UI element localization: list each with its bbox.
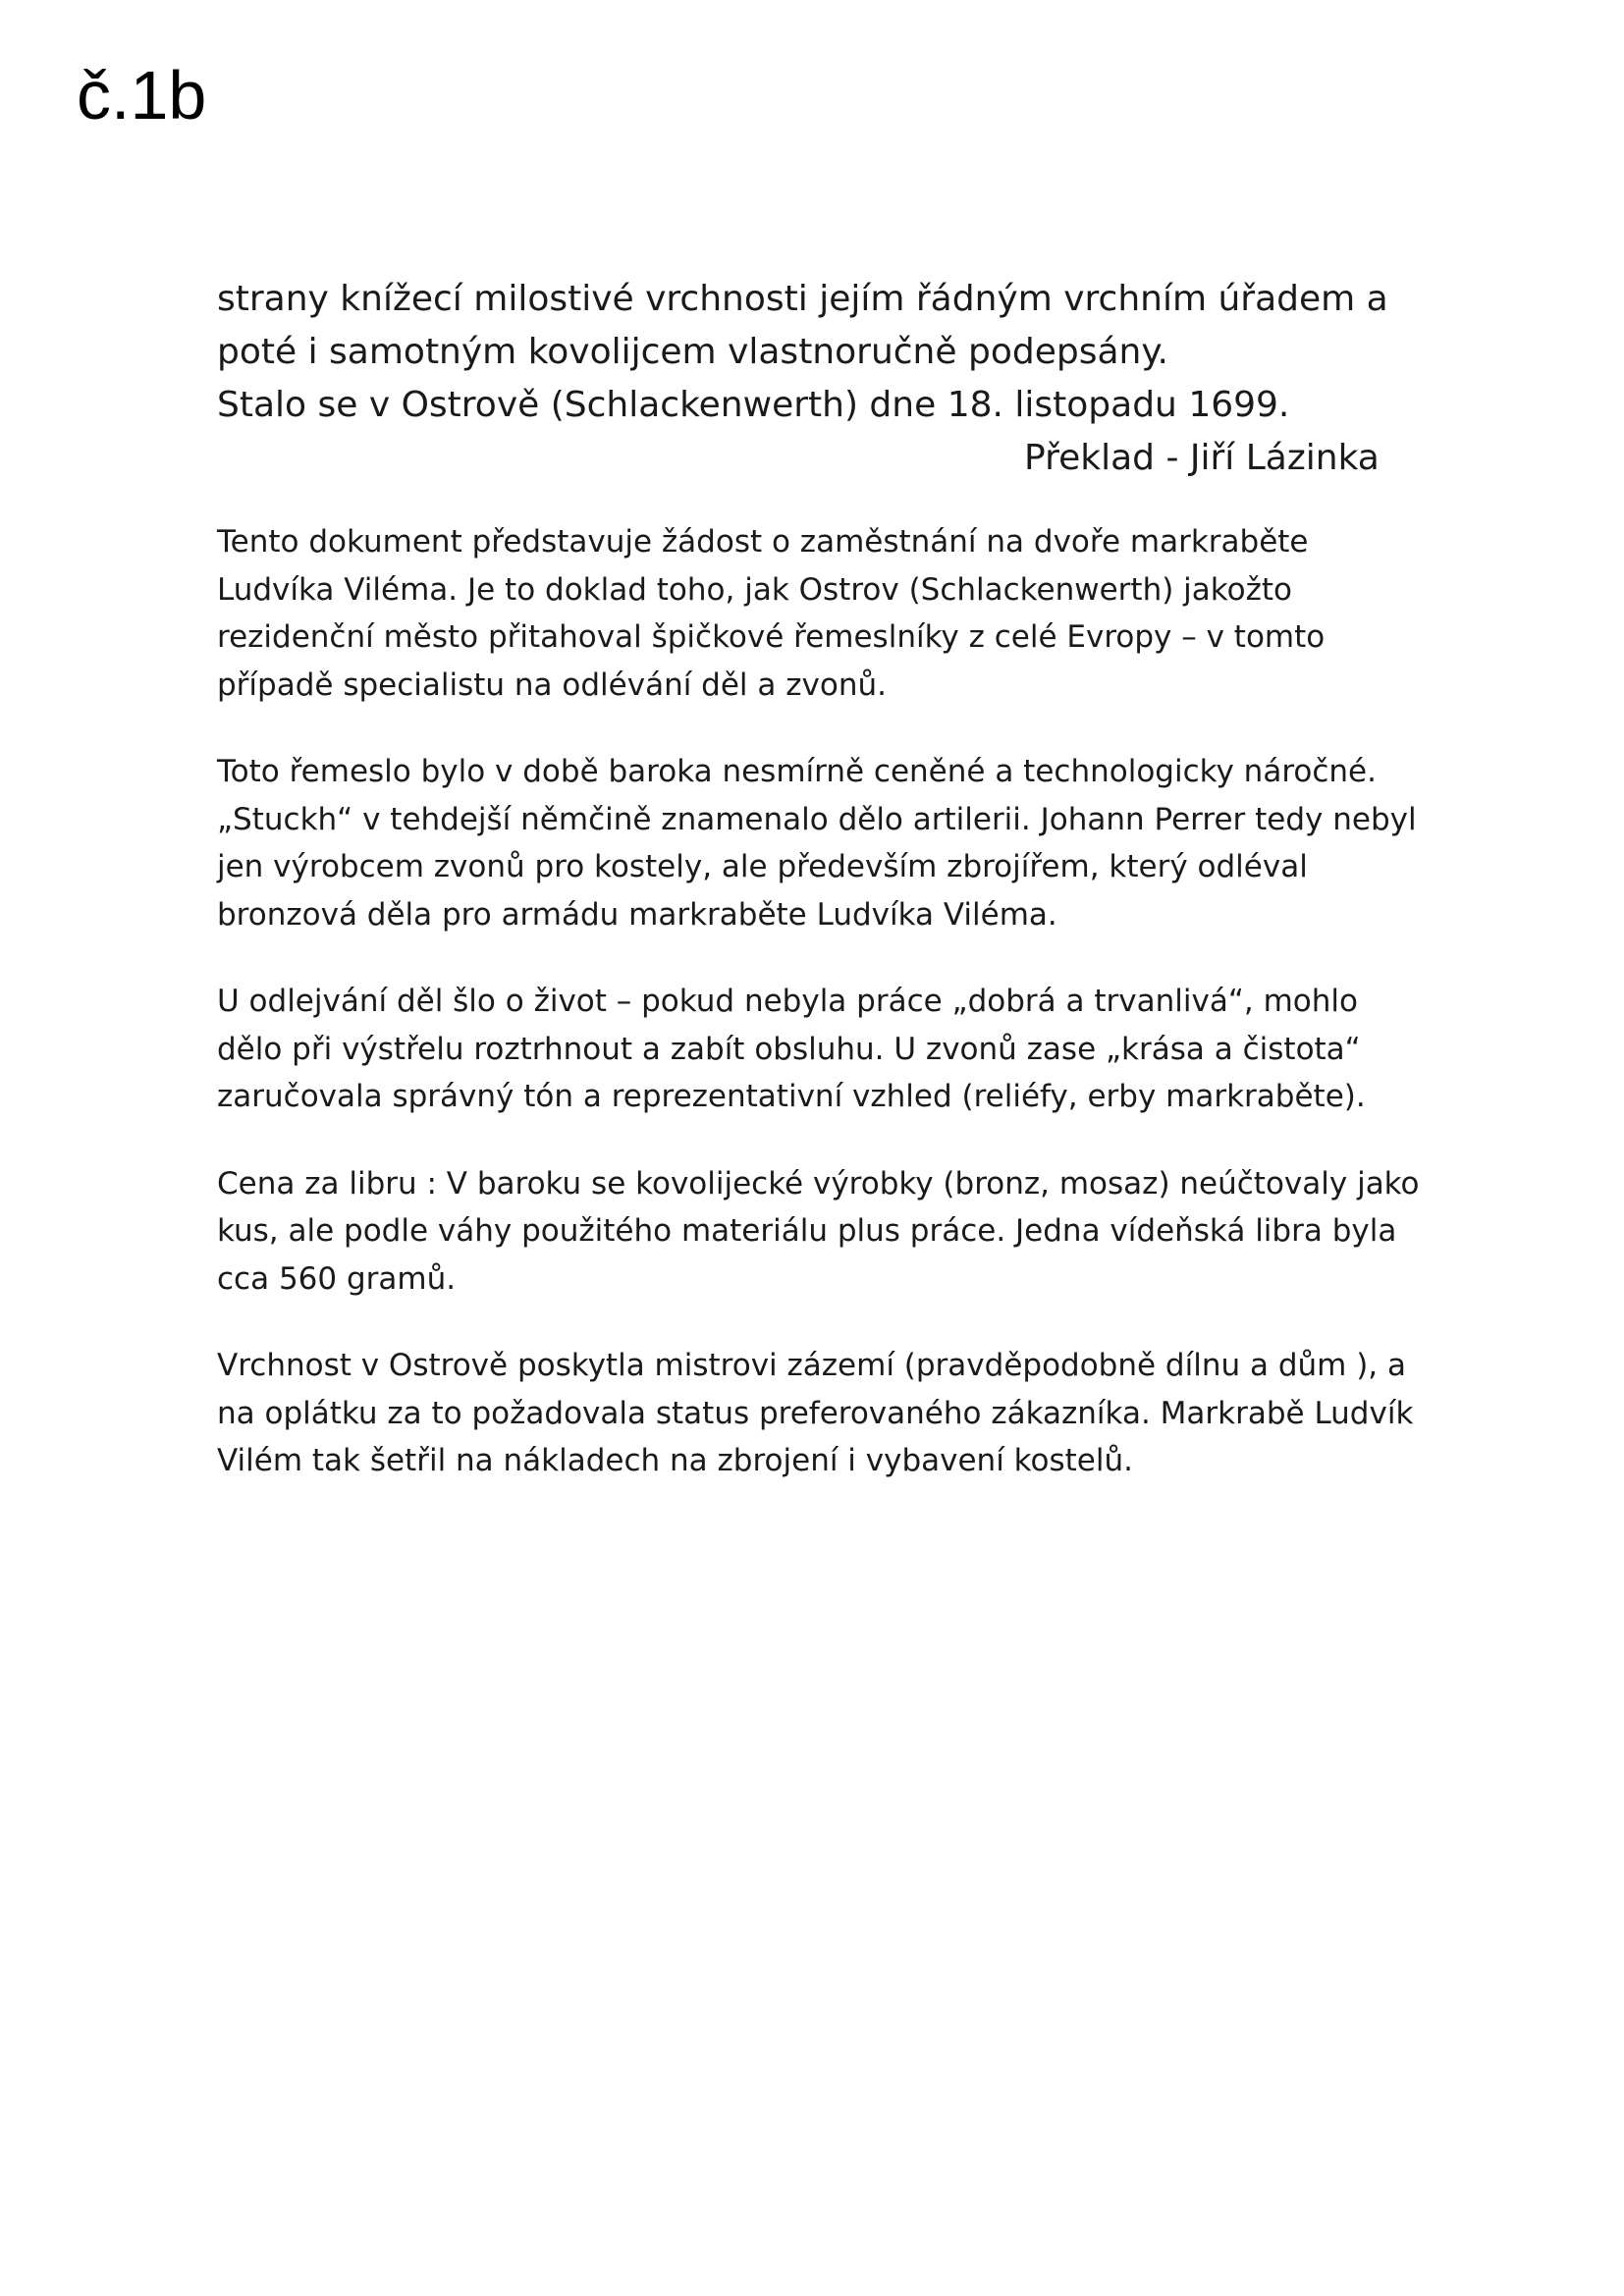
paragraph-line: dělo při výstřelu roztrhnout a zabít obsluhu. U zvonů zase „krása a čistota“: [217, 1031, 1361, 1067]
paragraph-line: jen výrobcem zvonů pro kostely, ale především zbrojířem, který odléval: [217, 849, 1308, 884]
paragraph-line: bronzová děla pro armádu markraběte Ludvíka Viléma.: [217, 896, 1057, 933]
paragraph-line: Vilém tak šetřil na nákladech na zbrojení i vybavení kostelů.: [217, 1443, 1133, 1478]
translation-excerpt: [217, 273, 1493, 485]
paragraph-line: U odlejvání děl šlo o život – pokud nebyla práce „dobrá a trvanlivá“, mohlo: [217, 984, 1358, 1019]
commentary-paragraph: [217, 518, 1493, 709]
document-body: [217, 273, 1493, 1524]
page-number-label: č.1b: [77, 57, 207, 133]
paragraph-line: cca 560 gramů.: [217, 1260, 457, 1297]
paragraph-line: kus, ale podle váhy použitého materiálu plus práce. Jedna vídeňská libra byla: [217, 1213, 1397, 1249]
commentary-paragraph: [217, 1160, 1493, 1304]
commentary-paragraph: [217, 748, 1493, 938]
paragraph-line: zaručovala správný tón a reprezentativní vzhled (reliéfy, erby markraběte).: [217, 1079, 1366, 1114]
translation-line: strany knížecí milostivé vrchnosti jejím řádným vrchním úřadem a: [217, 279, 1388, 319]
paragraph-line: Toto řemeslo bylo v době baroka nesmírně ceněné a technologicky náročné.: [217, 754, 1377, 789]
paragraph-line: případě specialistu na odlévání děl a zvonů.: [217, 667, 887, 703]
commentary-paragraph: [217, 978, 1493, 1121]
paragraph-line: Vrchnost v Ostrově poskytla mistrovi zázemí (pravděpodobně dílnu a dům ), a: [217, 1348, 1407, 1383]
paragraph-line: Ludvíka Viléma. Je to doklad toho, jak Ostrov (Schlackenwerth) jakožto: [217, 571, 1292, 608]
translator-credit: Překlad - Jiří Lázinka: [1024, 438, 1380, 478]
paragraph-line: „Stuckh“ v tehdejší němčině znamenalo dělo artilerii. Johann Perrer tedy nebyl: [217, 801, 1417, 837]
translation-line: poté i samotným kovolijcem vlastnoručně podepsány.: [217, 332, 1168, 372]
paragraph-line: Cena za libru : V baroku se kovolijecké výrobky (bronz, mosaz) neúčtovaly jako: [217, 1165, 1420, 1201]
paragraph-line: Tento dokument představuje žádost o zaměstnání na dvoře markraběte: [217, 524, 1309, 560]
paragraph-line: na oplátku za to požadovala status preferovaného zákazníka. Markrabě Ludvík: [217, 1395, 1414, 1431]
commentary-section: [217, 518, 1493, 1485]
translation-line: Stalo se v Ostrově (Schlackenwerth) dne 18. listopadu 1699.: [217, 385, 1290, 425]
commentary-paragraph: [217, 1342, 1493, 1485]
paragraph-line: rezidenční město přitahoval špičkové řemeslníky z celé Evropy – v tomto: [217, 619, 1326, 655]
